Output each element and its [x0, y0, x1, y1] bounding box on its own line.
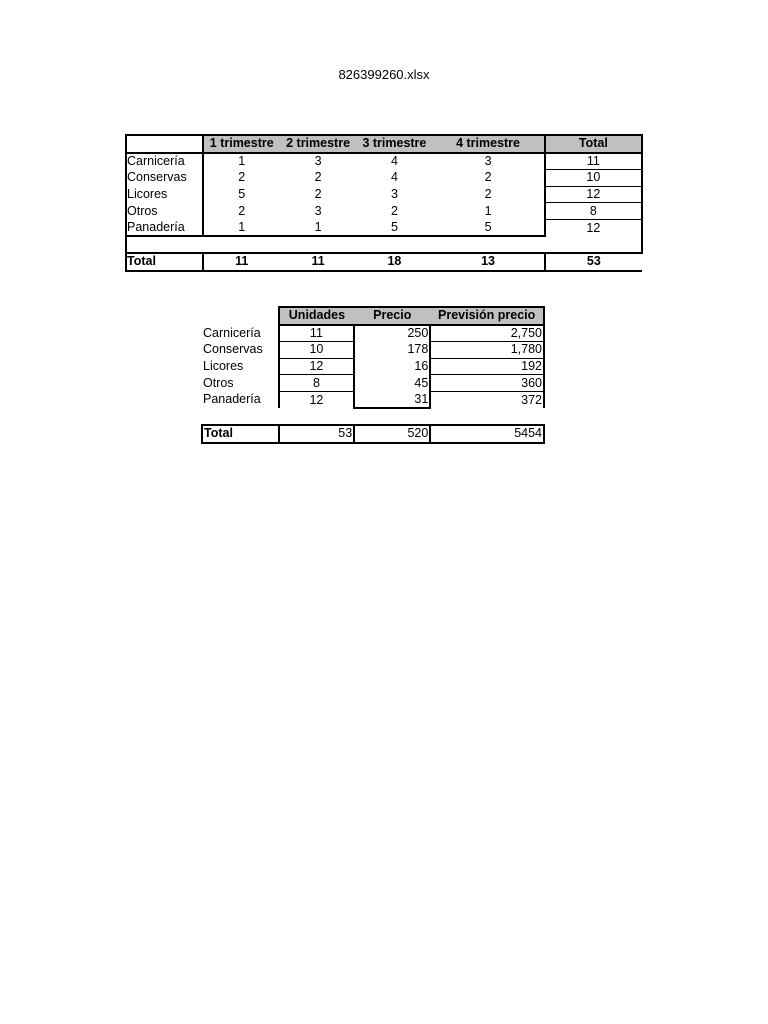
- table1-grand-total[interactable]: 53: [545, 253, 642, 271]
- table2-category-cell[interactable]: Otros: [203, 375, 234, 390]
- table2-header-row: [202, 307, 544, 325]
- table2-header-units[interactable]: Unidades: [279, 307, 355, 325]
- table1-q3-cell[interactable]: 5: [357, 219, 433, 236]
- table1-row: [126, 186, 642, 203]
- table1-total-row: [126, 253, 642, 271]
- table2-price-cell[interactable]: 178: [354, 342, 430, 359]
- table1-category-cell[interactable]: Conservas: [126, 170, 203, 187]
- table1-row: [126, 170, 642, 187]
- table1-total-q1[interactable]: 11: [203, 253, 280, 271]
- table1-q2-cell[interactable]: 3: [314, 154, 322, 169]
- table1-q2-cell[interactable]: 2: [314, 187, 322, 202]
- table2-price-cell[interactable]: 16: [354, 358, 430, 375]
- table1-header-row: [126, 135, 642, 153]
- table2-price-cell[interactable]: 31: [354, 391, 430, 408]
- table2-category-cell[interactable]: Carnicería: [203, 325, 261, 340]
- table2-total-row: [202, 425, 544, 443]
- table1-q4-cell[interactable]: 2: [432, 186, 544, 203]
- table1-spacer-cell[interactable]: [357, 236, 433, 253]
- table1-category-cell[interactable]: Panadería: [126, 219, 203, 236]
- table2-total-units[interactable]: 53: [279, 425, 355, 443]
- table1-spacer-row: [126, 236, 642, 253]
- table1-total-q3[interactable]: 18: [357, 253, 433, 271]
- table2-header-blank[interactable]: [202, 307, 279, 325]
- table1-q2-cell[interactable]: 2: [314, 170, 322, 185]
- table2-forecast-cell[interactable]: 1,780: [430, 342, 544, 359]
- table2-row: [202, 391, 544, 408]
- table1-q1-cell[interactable]: 5: [203, 186, 280, 203]
- table1-total-cell[interactable]: 12: [545, 219, 642, 236]
- table2-category-cell[interactable]: Conservas: [203, 342, 263, 357]
- table2-units-cell[interactable]: 11: [279, 325, 355, 342]
- table2-forecast-cell[interactable]: 2,750: [430, 325, 544, 342]
- table1-q1-cell[interactable]: 1: [203, 219, 280, 236]
- table1-total-q2[interactable]: 11: [280, 253, 357, 271]
- table1-q1-cell[interactable]: 1: [203, 153, 280, 170]
- table2-row: [202, 342, 544, 359]
- table2-row: [202, 375, 544, 392]
- table1-q4-cell[interactable]: 3: [432, 153, 544, 170]
- table1-q3-cell[interactable]: 2: [390, 203, 398, 218]
- table1-spacer-cell[interactable]: [203, 236, 280, 253]
- table2-spacer-row: [202, 408, 544, 425]
- table1-total-cell[interactable]: 8: [545, 203, 642, 220]
- table1-header-total[interactable]: Total: [545, 135, 642, 153]
- table1-total-cell[interactable]: 12: [545, 186, 642, 203]
- table1-q4-cell[interactable]: 5: [432, 219, 544, 236]
- table1-total-label[interactable]: Total: [126, 253, 203, 271]
- table2-row: [202, 325, 544, 342]
- table1-q4-cell[interactable]: 1: [432, 203, 544, 220]
- price-forecast-table: [201, 306, 545, 444]
- table1-q2-cell[interactable]: 1: [280, 219, 357, 236]
- table2-spacer-cell[interactable]: [279, 408, 355, 425]
- table2-category-cell[interactable]: Panadería: [203, 392, 261, 407]
- table1-q3-cell[interactable]: 3: [390, 187, 398, 202]
- table2-spacer-cell[interactable]: [354, 408, 430, 425]
- table1-header-blank[interactable]: [126, 135, 203, 153]
- table1-header-q4[interactable]: 4 trimestre: [432, 135, 544, 153]
- table1-header-q2[interactable]: 2 trimestre: [280, 135, 357, 153]
- table1-category-cell[interactable]: Otros: [126, 203, 203, 220]
- table1-spacer-cell[interactable]: [545, 236, 642, 253]
- table1-row: [126, 219, 642, 236]
- table1-category-cell[interactable]: Licores: [126, 186, 203, 203]
- table1-total-cell[interactable]: 10: [545, 170, 642, 187]
- table1-spacer-cell[interactable]: [280, 236, 357, 253]
- table2-spacer-cell[interactable]: [430, 408, 544, 425]
- table2-units-cell[interactable]: 12: [279, 358, 355, 375]
- table1-row: [126, 203, 642, 220]
- table1-spacer-cell[interactable]: [126, 236, 203, 253]
- table1-total-cell[interactable]: 11: [545, 153, 642, 170]
- table1-q1-cell[interactable]: 2: [203, 203, 280, 220]
- table2-forecast-cell[interactable]: 372: [430, 391, 544, 408]
- table1-spacer-cell[interactable]: [432, 236, 544, 253]
- table1-q4-cell[interactable]: 2: [432, 170, 544, 187]
- table1-q3-cell[interactable]: 4: [390, 170, 398, 185]
- table2-forecast-cell[interactable]: 192: [430, 358, 544, 375]
- table1-total-q4[interactable]: 13: [432, 253, 544, 271]
- table1-row: [126, 153, 642, 170]
- table2-price-cell[interactable]: 45: [354, 375, 430, 392]
- table2-total-label[interactable]: Total: [202, 425, 279, 443]
- table1-q3-cell[interactable]: 4: [390, 154, 398, 169]
- table2-forecast-cell[interactable]: 360: [430, 375, 544, 392]
- table2-row: [202, 358, 544, 375]
- table1-q2-cell[interactable]: 3: [314, 203, 322, 218]
- table2-total-forecast[interactable]: 5454: [430, 425, 544, 443]
- table2-units-cell[interactable]: 8: [279, 375, 355, 392]
- table2-units-cell[interactable]: 12: [279, 391, 355, 408]
- table2-price-cell[interactable]: 250: [354, 325, 430, 342]
- table2-spacer-cell[interactable]: [202, 408, 279, 425]
- table2-header-forecast[interactable]: Previsión precio: [430, 307, 544, 325]
- table1-category-cell[interactable]: Carnicería: [126, 153, 203, 170]
- table1-q1-cell[interactable]: 2: [203, 170, 280, 187]
- table2-header-price[interactable]: Precio: [354, 307, 430, 325]
- table1-header-q1[interactable]: 1 trimestre: [203, 135, 280, 153]
- table2-category-cell[interactable]: Licores: [203, 359, 244, 374]
- document-filename: 826399260.xlsx: [338, 67, 430, 82]
- table1-header-q3[interactable]: 3 trimestre: [357, 135, 433, 153]
- quarterly-units-table: [125, 134, 643, 272]
- table2-total-price[interactable]: 520: [354, 425, 430, 443]
- table2-units-cell[interactable]: 10: [279, 342, 355, 359]
